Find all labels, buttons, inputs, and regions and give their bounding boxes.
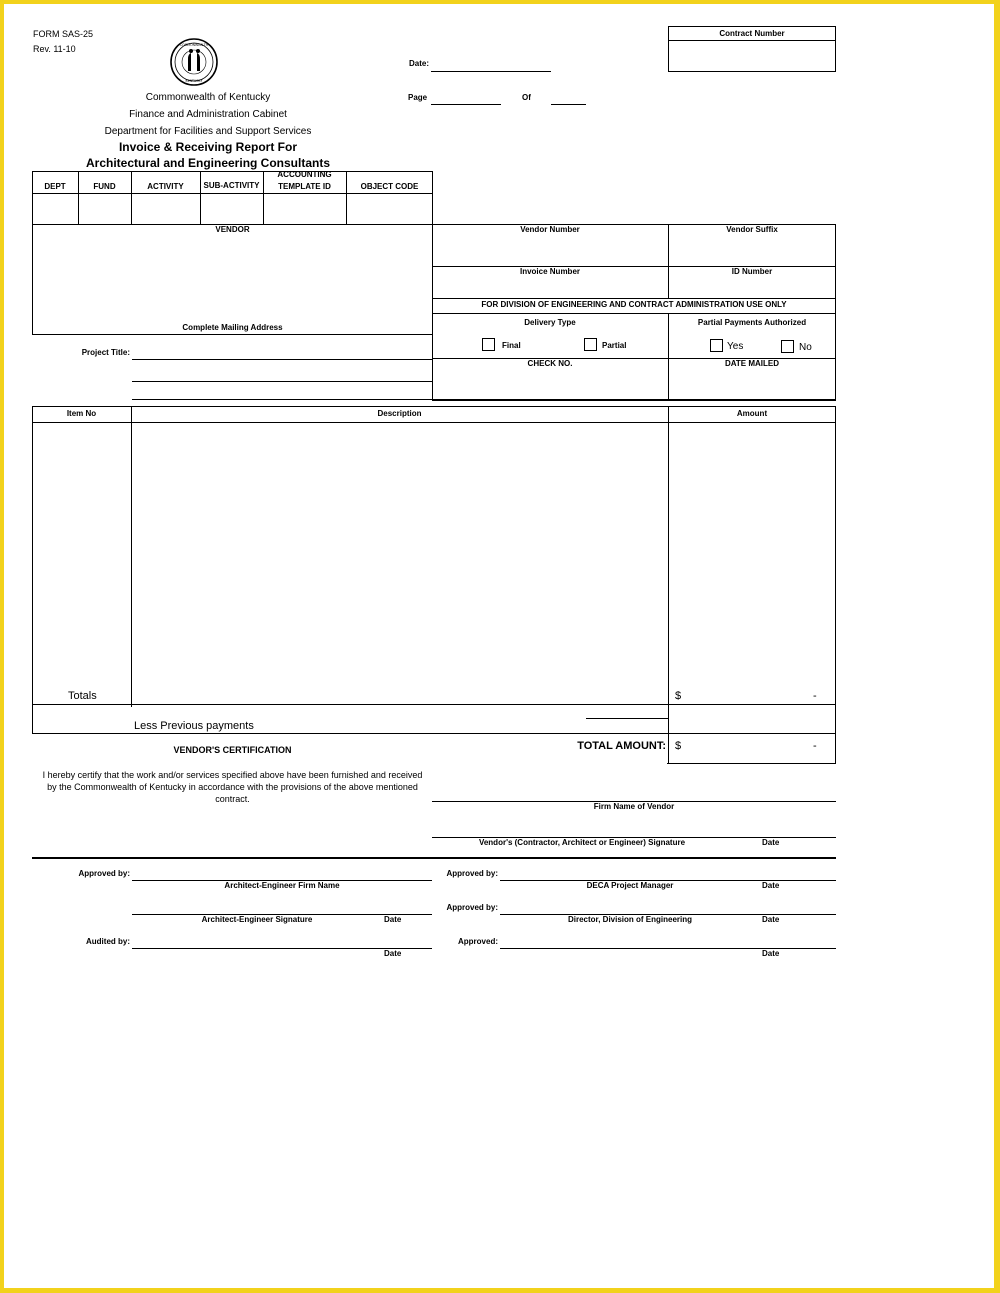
- fund-field[interactable]: [79, 194, 130, 224]
- yes-checkbox[interactable]: [710, 339, 723, 352]
- col-fund: FUND: [93, 182, 116, 191]
- total-amount-value: -: [813, 740, 817, 752]
- audited-by-label: Audited by:: [86, 937, 130, 946]
- no-checkbox[interactable]: [781, 340, 794, 353]
- totals-currency: $: [675, 690, 682, 702]
- deca-pm-label: DECA Project Manager: [586, 881, 674, 890]
- col-activity: ACTIVITY: [147, 182, 184, 191]
- partial-label: Partial: [602, 341, 627, 350]
- agency-line-3: Department for Facilities and Support Services: [104, 126, 312, 137]
- items-header-divider: [32, 422, 836, 423]
- agency-line-2: Finance and Administration Cabinet: [129, 109, 287, 120]
- audited-date-label: Date: [384, 949, 402, 958]
- items-divider: [131, 406, 132, 707]
- title-line-2: Architectural and Engineering Consultants: [85, 156, 331, 170]
- total-amount-label: TOTAL AMOUNT:: [577, 740, 666, 752]
- id-number-field[interactable]: [670, 280, 834, 296]
- date-field[interactable]: [431, 71, 551, 72]
- vendor-label: VENDOR: [215, 225, 250, 234]
- invoice-number-field[interactable]: [434, 280, 666, 296]
- form-id: FORM SAS-25: [33, 29, 94, 39]
- vendor-suffix-field[interactable]: [670, 238, 834, 264]
- page-total-field[interactable]: [551, 104, 586, 105]
- deca-pm-date-label: Date: [762, 881, 780, 890]
- invoice-number-label: Invoice Number: [519, 267, 580, 276]
- description-column[interactable]: [133, 424, 667, 686]
- certification-text-3: contract.: [215, 794, 250, 804]
- delivery-type-label: Delivery Type: [524, 318, 576, 327]
- grid-divider: [432, 298, 836, 299]
- col-accounting-template-line2: TEMPLATE ID: [278, 182, 331, 191]
- title-line-1: Invoice & Receiving Report For: [118, 140, 298, 154]
- totals-divider: [32, 704, 836, 705]
- vendor-signature-date-label: Date: [762, 838, 780, 847]
- date-mailed-label: DATE MAILED: [724, 359, 780, 368]
- approved-by-label-1: Approved by:: [78, 869, 130, 878]
- project-title-field[interactable]: [132, 359, 432, 360]
- page-number-field[interactable]: [431, 104, 501, 105]
- agency-line-1: Commonwealth of Kentucky: [145, 92, 271, 103]
- check-no-field[interactable]: [434, 372, 666, 399]
- of-label: Of: [522, 93, 531, 102]
- date-label: Date:: [409, 59, 430, 68]
- project-title-field-3[interactable]: [132, 399, 836, 400]
- contract-number-field[interactable]: [670, 42, 834, 70]
- less-previous-field[interactable]: [586, 718, 668, 719]
- director-date-label: Date: [762, 915, 780, 924]
- division-use-label: FOR DIVISION OF ENGINEERING AND CONTRACT ADMINISTRATION USE ONLY: [481, 300, 787, 309]
- date-mailed-field[interactable]: [670, 372, 834, 399]
- id-number-label: ID Number: [731, 267, 773, 276]
- contract-number-label: Contract Number: [719, 29, 785, 38]
- final-approval-date-label: Date: [762, 949, 780, 958]
- col-dept: DEPT: [44, 182, 66, 191]
- object-code-field[interactable]: [347, 194, 432, 224]
- project-title-label: Project Title:: [81, 348, 130, 357]
- col-object-code: OBJECT CODE: [360, 182, 419, 191]
- activity-field[interactable]: [132, 194, 199, 224]
- form-page: [4, 4, 994, 1288]
- kentucky-seal-logo: [169, 37, 219, 87]
- vendor-signature-label: Vendor's (Contractor, Architect or Engineer) Signature: [478, 838, 686, 847]
- section-divider: [32, 857, 836, 859]
- partial-payments-label: Partial Payments Authorized: [697, 318, 807, 327]
- dept-field[interactable]: [33, 194, 77, 224]
- amount-header: Amount: [736, 409, 768, 418]
- ae-signature-label: Architect-Engineer Signature: [201, 915, 313, 924]
- final-label: Final: [502, 341, 521, 350]
- no-label: No: [799, 342, 812, 353]
- grid-divider: [432, 313, 836, 314]
- amount-column[interactable]: [670, 424, 834, 686]
- check-no-label: CHECK NO.: [527, 359, 573, 368]
- ae-firm-label: Architect-Engineer Firm Name: [224, 881, 340, 890]
- accounting-template-field[interactable]: [264, 194, 345, 224]
- sub-activity-field[interactable]: [201, 194, 262, 224]
- grid-divider: [668, 224, 669, 299]
- item-no-header: Item No: [66, 409, 97, 418]
- partial-checkbox[interactable]: [584, 338, 597, 351]
- certification-text-2: by the Commonwealth of Kentucky in accordance with the provisions of the above mentioned: [47, 782, 418, 792]
- director-label: Director, Division of Engineering: [567, 915, 693, 924]
- vendor-number-field[interactable]: [434, 238, 666, 264]
- less-previous-label: Less Previous payments: [134, 720, 254, 732]
- final-approval-field[interactable]: [500, 948, 836, 949]
- mailing-address-label: Complete Mailing Address: [182, 323, 283, 332]
- ae-signature-date-label: Date: [384, 915, 402, 924]
- certification-heading: VENDOR'S CERTIFICATION: [173, 745, 292, 755]
- approved-by-label-3: Approved by:: [446, 903, 498, 912]
- project-title-field-2[interactable]: [132, 381, 432, 382]
- totals-value: -: [813, 690, 817, 702]
- description-header: Description: [377, 409, 422, 418]
- svg-text:KENTUCKY: KENTUCKY: [185, 79, 203, 83]
- approved-by-label-2: Approved by:: [446, 869, 498, 878]
- item-no-column[interactable]: [33, 424, 130, 686]
- form-revision: Rev. 11-10: [33, 44, 76, 54]
- total-amount-currency: $: [675, 740, 682, 752]
- firm-name-label: Firm Name of Vendor: [593, 802, 675, 811]
- col-accounting-template-line1: ACCOUNTING: [277, 170, 332, 179]
- final-checkbox[interactable]: [482, 338, 495, 351]
- svg-text:COMMONWEALTH: COMMONWEALTH: [179, 43, 209, 47]
- items-divider: [668, 406, 669, 764]
- page-label: Page: [408, 93, 428, 102]
- totals-label: Totals: [68, 690, 97, 702]
- vendor-address-field[interactable]: [36, 238, 429, 320]
- yes-label: Yes: [727, 341, 744, 352]
- contract-number-divider: [668, 40, 836, 41]
- vendor-number-label: Vendor Number: [520, 225, 580, 234]
- vendor-suffix-label: Vendor Suffix: [726, 225, 778, 234]
- col-sub-activity: SUB-ACTIVITY: [203, 181, 260, 190]
- certification-text-1: I hereby certify that the work and/or services specified above have been furnished and received: [42, 770, 423, 780]
- total-amount-top: [668, 733, 836, 734]
- approved-label: Approved:: [458, 937, 498, 946]
